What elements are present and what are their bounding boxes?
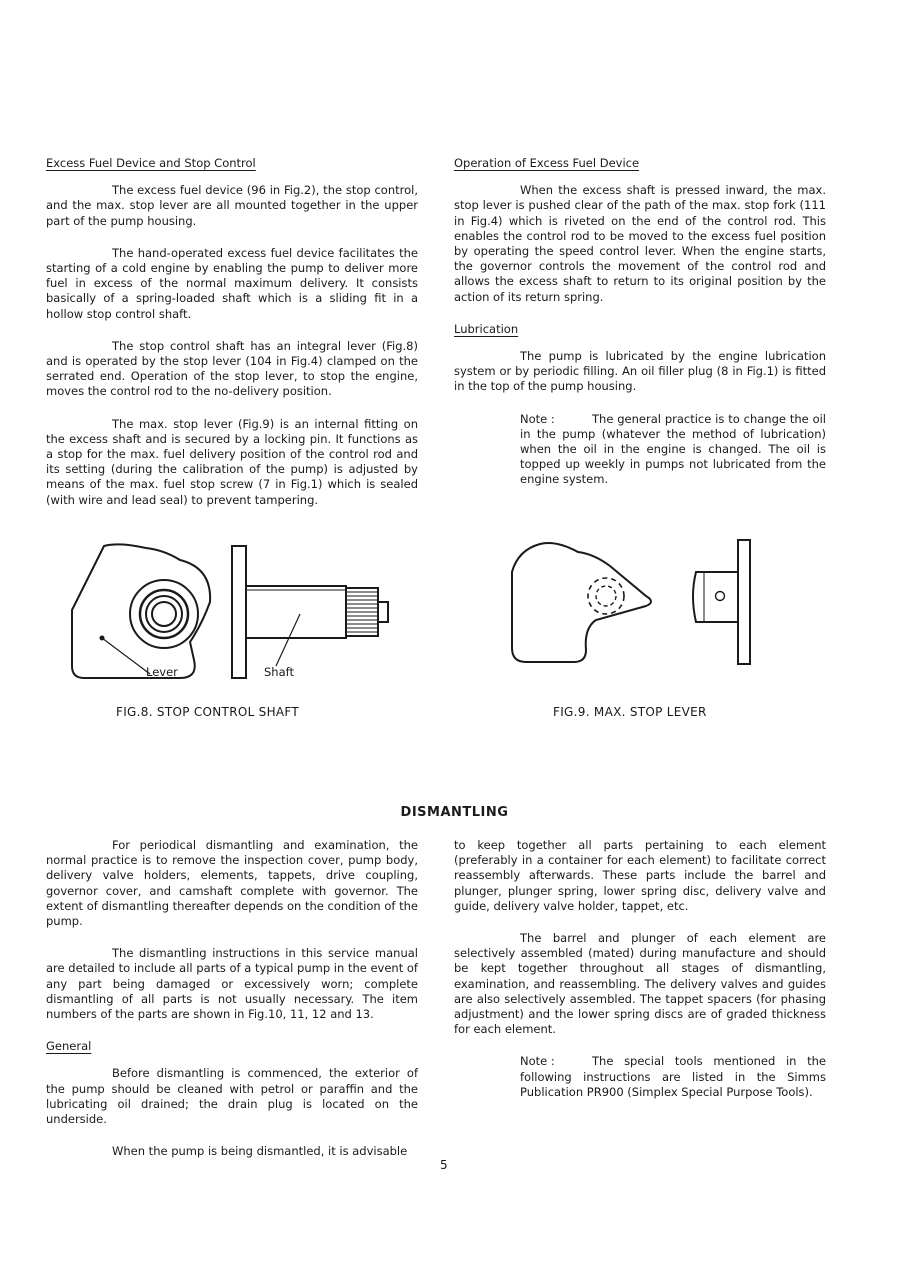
dismantling-right-column [454,838,826,1117]
continuation-paragraph: to keep together all parts pertaining to each element (preferably in a container for each element) to facilitate correct reassembly afterwards. These parts include the barrel and plunger, plunger spring, lower spring disc, delivery valve and guide, delivery valve holder, tappet, etc. [454,838,826,913]
fig8-caption: FIG.8. STOP CONTROL SHAFT [116,705,300,719]
note-label: Note : [520,411,555,426]
section-title-dismantling: DISMANTLING [400,805,509,820]
note-text: The general practice is to change the oil in the pump (whatever the method of lubrication) when the oil in the engine is changed. The oil is topped up weekly in pumps not lubricated from the engine system. [520,411,826,487]
paragraph: Before dismantling is commenced, the exterior of the pump should be cleaned with petrol or paraffin and the lubricating oil drained; the drain plug is located on the underside. [46,1066,418,1127]
fig9-max-stop-lever-diagram [506,536,766,672]
paragraph: The barrel and plunger of each element are selectively assembled (mated) during manufacture and should be kept together throughout all stages of dismantling, examination, and reassembling. The delivery valves and guides are also selectively assembled. The tappet spacers (for phasing adjustment) and the lower spring discs are of graded thickness for each element. [454,931,826,1037]
page-number: 5 [440,1158,448,1172]
max-stop-lever-outline [512,543,651,662]
label-lever: Lever [146,665,178,679]
dismantling-left-column [46,838,418,1176]
excess-fuel-heading: Excess Fuel Device and Stop Control [46,156,256,170]
excess-fuel-device-section [46,156,418,525]
paragraph: The excess fuel device (96 in Fig.2), the stop control, and the max. stop lever are all mounted together in the upper part of the pump housing. [46,183,418,228]
paragraph: When the pump is being dismantled, it is advisable [112,1144,408,1159]
note-label: Note : [520,1054,555,1069]
paragraph: For periodical dismantling and examination, the normal practice is to remove the inspection cover, pump body, delivery valve holders, elements, tappets, drive coupling, governor cover, and camshaft complete with governor. The extent of dismantling thereafter depends on the condition of the pump. [46,838,418,929]
paragraph: The hand-operated excess fuel device facilitates the starting of a cold engine by enabling the pump to deliver more fuel in excess of the normal maximum delivery. It consists basically of a spring-loaded shaft which is a sliding fit in a hollow stop control shaft. [46,245,418,321]
note-text: The special tools mentioned in the following instructions are listed in the Simms Publication PR900 (Simplex Special Purpose Tools). [520,1054,826,1099]
lubrication-heading: Lubrication [454,321,519,336]
label-shaft: Shaft [264,665,294,679]
operation-section [454,156,826,505]
paragraph: The pump is lubricated by the engine lubrication system or by periodic filling. An oil filler plug (8 in Fig.1) is fitted in the top of the pump housing. [454,349,826,394]
operation-heading: Operation of Excess Fuel Device [454,156,640,170]
tools-note [520,1054,826,1100]
fig8-stop-control-shaft-diagram [60,538,400,688]
paragraph: The max. stop lever (Fig.9) is an internal fitting on the excess shaft and is secured by a locking pin. It functions as a stop for the max. fuel delivery position of the control rod and its setting (during the calibration of the pump) is adjusted by means of the max. fuel stop screw (7 in Fig.1) which is sealed (with wire and lead seal) to prevent tampering. [46,416,418,507]
lubrication-note [520,412,826,488]
paragraph: When the excess shaft is pressed inward, the max. stop lever is pushed clear of the path of the max. stop fork (111 in Fig.4) which is riveted on the end of the control rod. This enables the control rod to be moved to the excess fuel position by operating the speed control lever. When the engine starts, the governor controls the movement of the control rod and allows the excess shaft to return to its original position by the action of its return spring. [454,183,826,304]
general-heading: General [46,1039,92,1054]
fig9-caption: FIG.9. MAX. STOP LEVER [553,705,707,719]
paragraph: The dismantling instructions in this service manual are detailed to include all parts of a typical pump in the event of any part being damaged or excessively worn; complete dismantling of all parts is not usually necessary. The item numbers of the parts are shown in Fig.10, 11, 12 and 13. [46,946,418,1022]
paragraph: The stop control shaft has an integral lever (Fig.8) and is operated by the stop lever (104 in Fig.4) clamped on the serrated end. Operation of the stop lever, to stop the engine, moves the control rod to the no-delivery position. [46,338,418,399]
